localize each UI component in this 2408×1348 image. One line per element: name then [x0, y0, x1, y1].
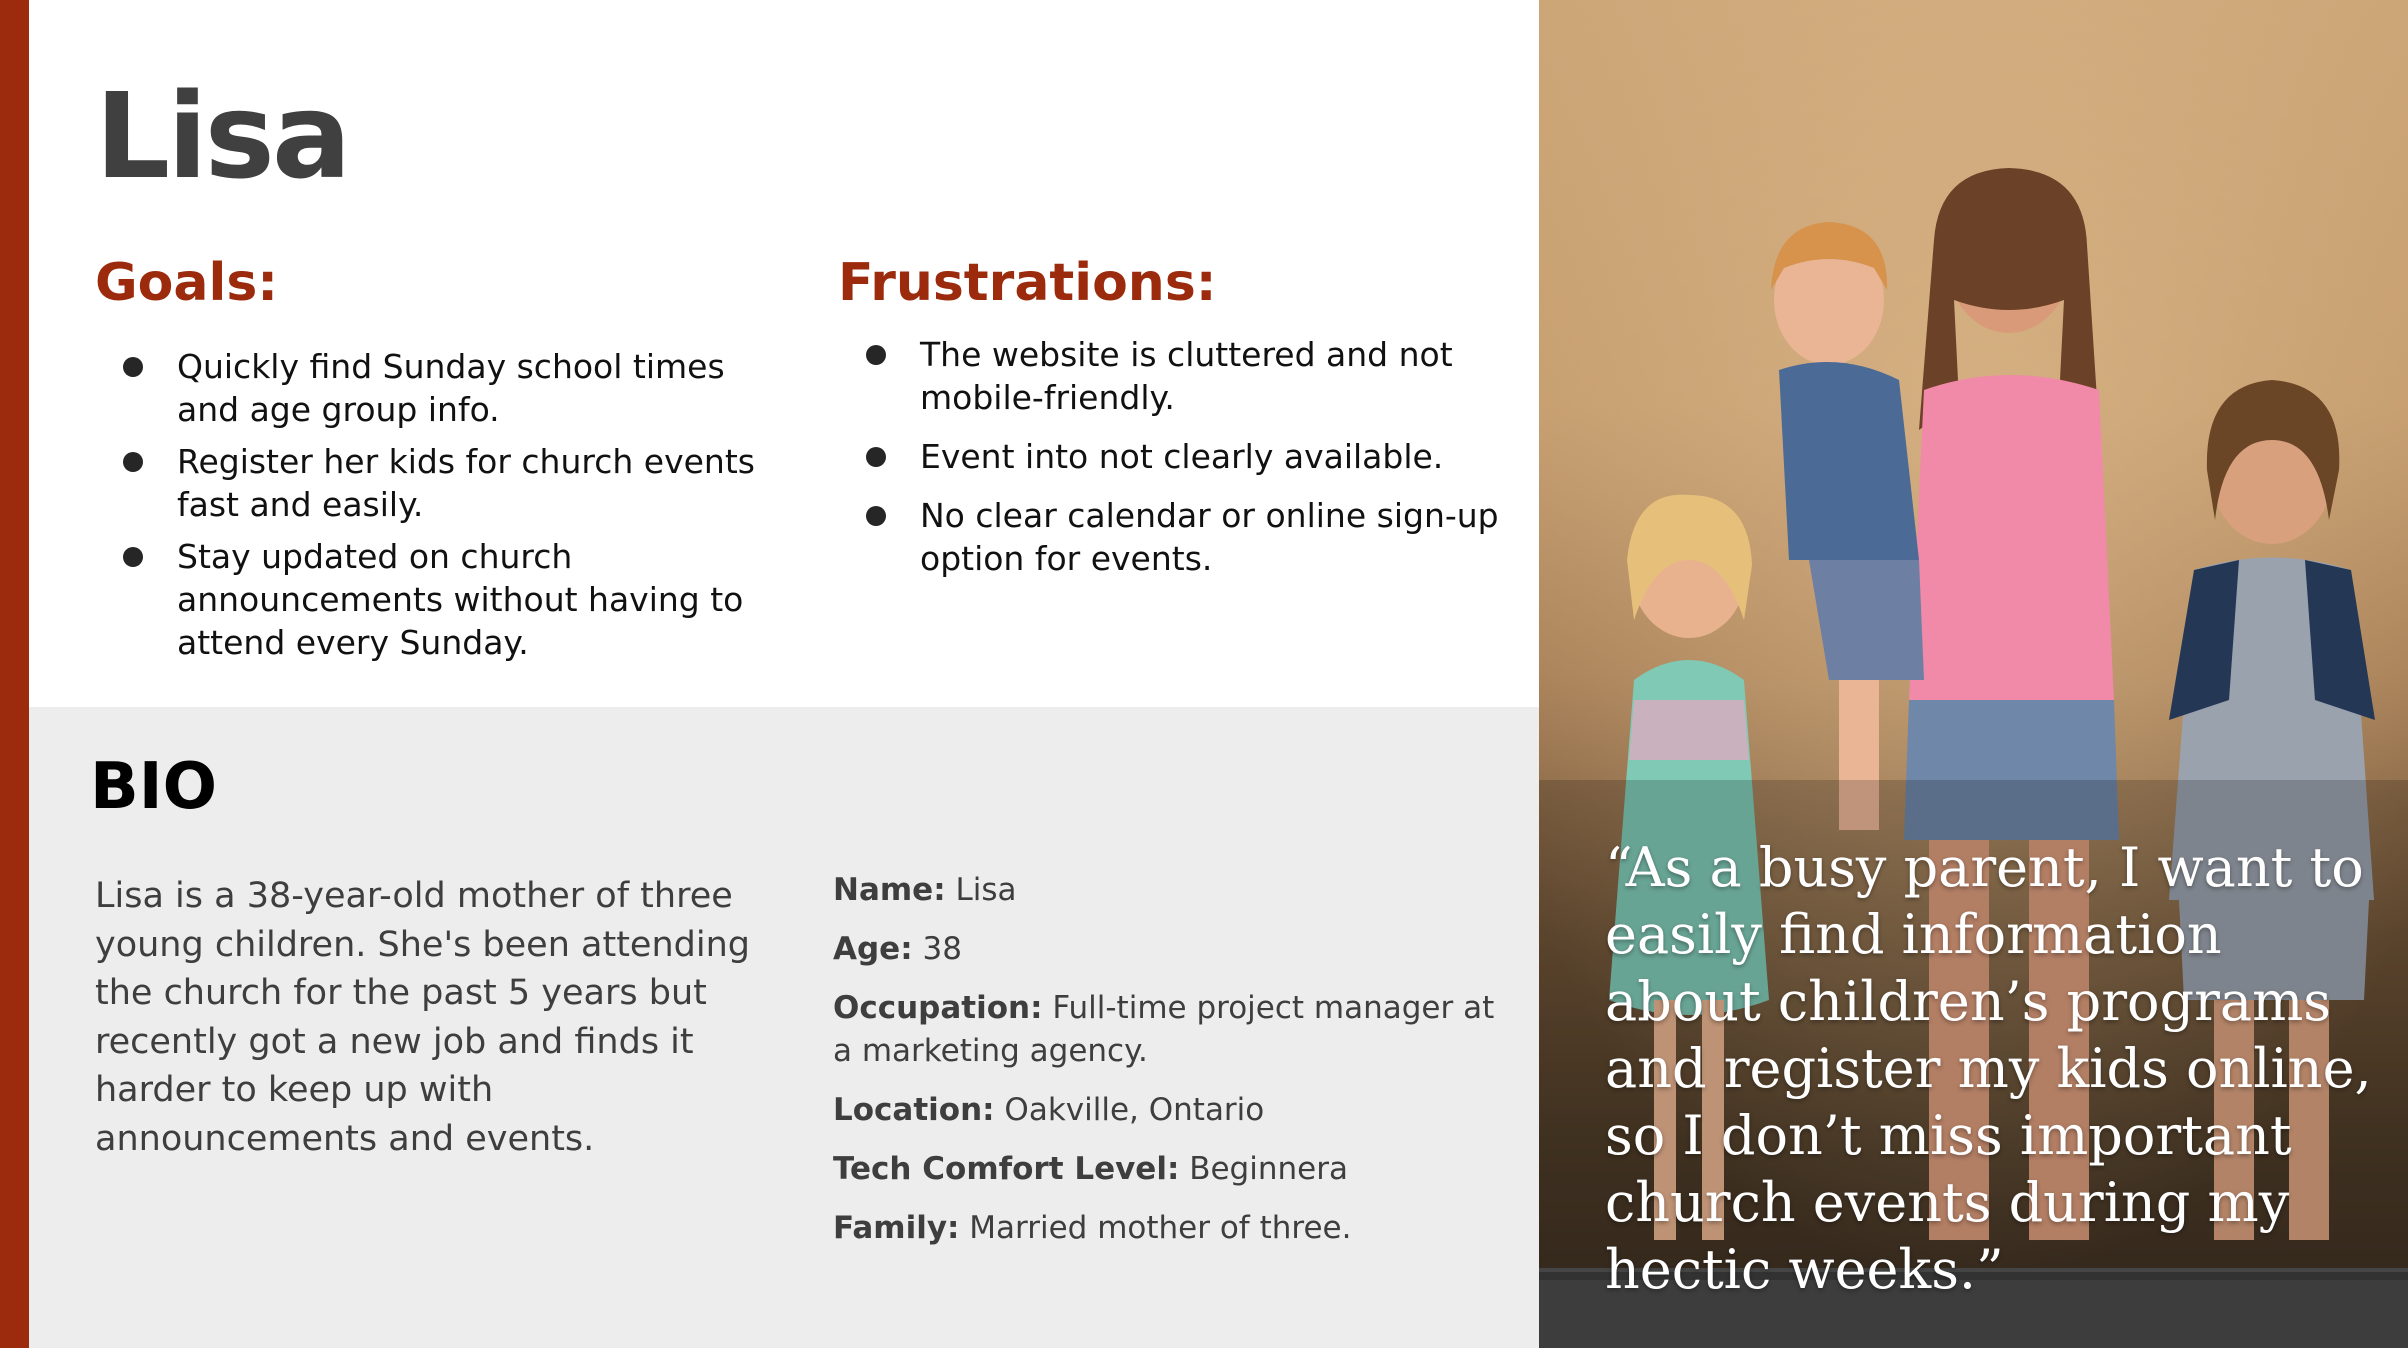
goals-heading: Goals:	[95, 253, 279, 313]
fact-name: Name: Lisa	[833, 872, 1017, 908]
frustration-item: The website is cluttered and not mobile-friendly.	[838, 333, 1518, 419]
goal-item: Stay updated on church announcements without having to attend every Sunday.	[95, 535, 775, 664]
bio-heading: BIO	[90, 750, 217, 824]
bullet-icon	[123, 452, 143, 472]
bullet-icon	[866, 345, 886, 365]
frustration-item: Event into not clearly available.	[838, 435, 1518, 478]
persona-facts	[833, 869, 1523, 1266]
frustrations-heading: Frustrations:	[838, 253, 1217, 313]
persona-photo	[1539, 0, 2408, 1348]
goals-list	[95, 345, 775, 673]
bullet-icon	[123, 547, 143, 567]
accent-bar	[0, 0, 29, 1348]
goal-item: Register her kids for church events fast and easily.	[95, 440, 775, 526]
fact-location: Location: Oakville, Ontario	[833, 1092, 1265, 1128]
bullet-icon	[866, 447, 886, 467]
persona-quote: “As a busy parent, I want to easily find information about children’s programs and register my kids online, so I don’t miss important church events during my hectic weeks.”	[1605, 836, 2372, 1301]
fact-occupation: Occupation: Full-time project manager at a marketing agency.	[833, 990, 1495, 1069]
frustration-item: No clear calendar or online sign-up option for events.	[838, 494, 1518, 580]
fact-tech-comfort: Tech Comfort Level: Beginnera	[833, 1151, 1348, 1187]
goal-item: Quickly find Sunday school times and age group info.	[95, 345, 775, 431]
bullet-icon	[123, 357, 143, 377]
frustrations-list	[838, 333, 1518, 596]
fact-family: Family: Married mother of three.	[833, 1210, 1352, 1246]
persona-name: Lisa	[95, 67, 349, 205]
bullet-icon	[866, 506, 886, 526]
bio-text: Lisa is a 38-year-old mother of three young children. She's been attending the church for the past 5 years but recently got a new job and finds it harder to keep up with announcements and events.	[95, 876, 750, 1159]
fact-age: Age: 38	[833, 931, 962, 967]
